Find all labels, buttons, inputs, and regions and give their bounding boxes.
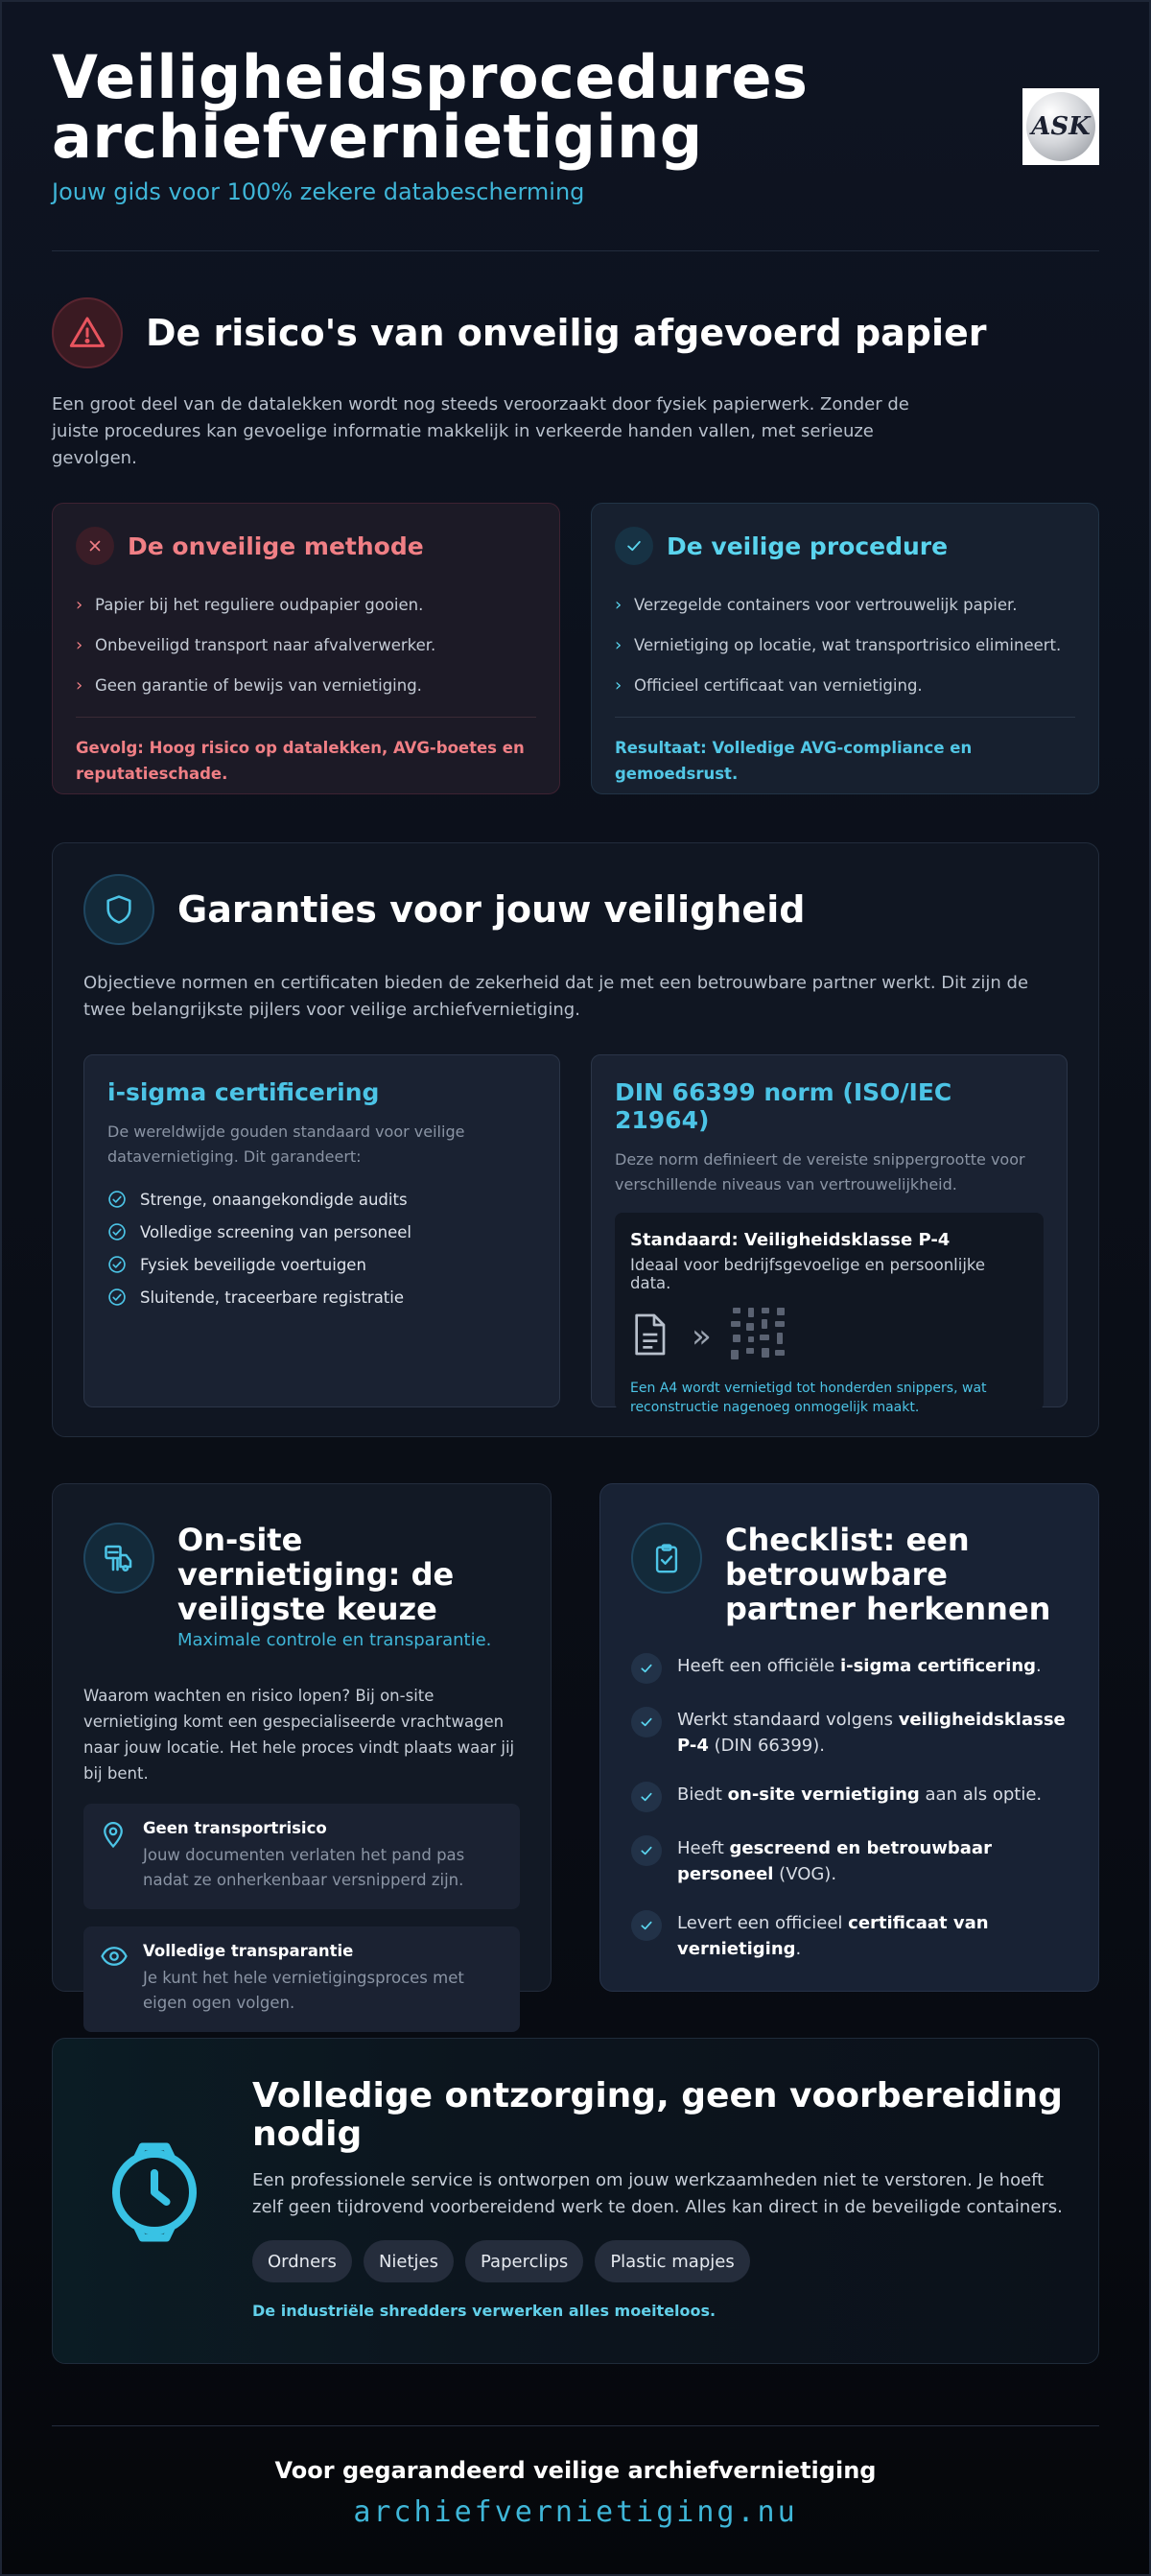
timer-icon (87, 2096, 222, 2288)
clipboard-check-icon (631, 1523, 702, 1594)
check-circle-icon (107, 1222, 127, 1241)
safe-procedure-card (591, 503, 1099, 794)
checklist-panel (599, 1483, 1099, 1992)
shield-icon (83, 874, 154, 945)
list-item: › Geen garantie of bewijs van vernietiging. (76, 674, 422, 696)
chevron-right-icon: › (615, 634, 622, 655)
chip-ordners: Ordners (252, 2240, 352, 2282)
list-item: › Vernietiging op locatie, wat transportrisico elimineert. (615, 634, 1062, 655)
warning-icon (52, 297, 123, 368)
list-item: Strenge, onaangekondigde audits (107, 1183, 536, 1216)
list-item: › Onbeveiligd transport naar afvalverwerker. (76, 634, 436, 655)
list-item: › Verzegelde containers voor vertrouwelijk papier. (615, 594, 1018, 615)
method-comparison (52, 503, 1099, 794)
feature-title: Volledige transparantie (143, 1942, 354, 1960)
chip-paperclips: Paperclips (465, 2240, 583, 2282)
feature-title: Geen transportrisico (143, 1819, 327, 1837)
checklist-item: Heeft gescreend en betrouwbaar personeel (VOG). (631, 1835, 1068, 1887)
check-icon (631, 1782, 662, 1812)
unsafe-method-card (52, 503, 560, 794)
unsafe-method-list (76, 584, 536, 705)
checklist-items (631, 1653, 1068, 1962)
logo-text: ASK (1031, 112, 1091, 141)
full-service-description: Een professionele service is ontworpen om jouw werkzaamheden niet te verstoren. Je hoeft zelf geen tijdrovend voorbereidend werk te doen. Alles kan direct in de beveiligde containers. (252, 2170, 1063, 2217)
check-circle-icon (107, 1190, 127, 1209)
location-pin-icon (99, 1819, 128, 1894)
checklist-item: Werkt standaard volgens veiligheidsklasse P-4 (DIN 66399). (631, 1707, 1068, 1759)
list-item: › Officieel certificaat van vernietiging. (615, 674, 923, 696)
risk-title: De risico's van onveilig afgevoerd papier (146, 312, 987, 354)
chevron-right-icon: › (76, 634, 83, 655)
full-service-section (52, 2038, 1099, 2364)
feature-full-transparency (83, 1926, 520, 2032)
page-footer (52, 2425, 1099, 2529)
check-icon (631, 1910, 662, 1941)
divider (615, 717, 1075, 718)
isigma-description: De wereldwijde gouden standaard voor veilige datavernietiging. Dit garandeert: (107, 1123, 465, 1166)
cross-icon (76, 527, 114, 565)
footer-website-link[interactable]: archiefvernietiging.nu (353, 2495, 798, 2529)
footer-tagline: Voor gegarandeerd veilige archiefvernietiging (274, 2457, 877, 2484)
feature-description: Jouw documenten verlaten het pand pas nadat ze onherkenbaar versnipperd zijn. (143, 1846, 465, 1889)
chevron-right-icon: › (615, 594, 622, 615)
check-circle-icon (107, 1288, 127, 1307)
checklist-item: Heeft een officiële i-sigma certificering. (631, 1653, 1068, 1684)
eye-icon (99, 1942, 128, 2017)
chevron-right-icon: › (76, 594, 83, 615)
full-service-note: De industriële shredders verwerken alles moeiteloos. (252, 2302, 716, 2320)
feature-no-transport-risk (83, 1804, 520, 1909)
shredder-truck-icon (83, 1523, 154, 1594)
page-header (52, 2, 1099, 251)
guarantees-intro: Objectieve normen en certificaten bieden de zekerheid dat je met een betrouwbare partner werkt. Dit zijn de twee belangrijkste pijlers voor veilige archiefvernietiging. (83, 973, 1029, 1020)
p4-standard-title: Standaard: Veiligheidsklasse P-4 (630, 1230, 951, 1250)
onsite-panel (52, 1483, 552, 2012)
risk-intro: Een groot deel van de datalekken wordt nog steeds veroorzaakt door fysiek papierwerk. Zonder de juiste procedures kan gevoelige informatie makkelijk in verkeerde handen vallen, met serieuze gevolgen. (52, 394, 909, 468)
checkmark-icon (615, 527, 653, 565)
isigma-card (83, 1054, 560, 1407)
p4-standard-description: Ideaal voor bedrijfsgevoelige en persoonlijke data. (630, 1256, 986, 1292)
double-chevron-icon: » (692, 1317, 712, 1356)
logo-emblem (1026, 92, 1095, 161)
din-norm-description: Deze norm definieert de vereiste snippergrootte voor verschillende niveaus van vertrouwelijkheid. (615, 1150, 1025, 1193)
chevron-right-icon: › (76, 674, 83, 696)
p4-standard-note: Een A4 wordt vernietigd tot honderden snippers, wat reconstructie nagenoeg onmogelijk maakt. (630, 1381, 987, 1415)
guarantees-title: Garanties voor jouw veiligheid (177, 888, 806, 931)
company-logo (1022, 88, 1099, 165)
din-norm-title: DIN 66399 norm (ISO/IEC 21964) (615, 1078, 952, 1134)
safe-procedure-list (615, 584, 1075, 705)
onsite-description: Waarom wachten en risico lopen? Bij on-site vernietiging komt een gespecialiseerde vrachtwagen naar jouw locatie. Het hele proces vindt plaats waar jij bij bent. (83, 1687, 515, 1783)
unsafe-method-result: Gevolg: Hoog risico op datalekken, AVG-boetes en reputatieschade. (76, 739, 525, 783)
onsite-title: On-site vernietiging: de veiligste keuze (177, 1522, 455, 1627)
isigma-guarantee-list (107, 1183, 536, 1313)
risk-section (52, 251, 1099, 794)
shredding-illustration (630, 1308, 1028, 1365)
check-icon (631, 1653, 662, 1684)
check-icon (631, 1707, 662, 1737)
chip-nietjes: Nietjes (364, 2240, 454, 2282)
safe-procedure-result: Resultaat: Volledige AVG-compliance en gemoedsrust. (615, 739, 973, 783)
page-subtitle: Jouw gids voor 100% zekere databescherming (52, 178, 585, 205)
unsafe-method-title: De onveilige methode (128, 532, 424, 560)
guarantees-heading (83, 874, 1068, 945)
divider (76, 717, 536, 718)
checklist-item: Levert een officieel certificaat van vernietiging. (631, 1910, 1068, 1962)
list-item: Volledige screening van personeel (107, 1216, 536, 1248)
checklist-item: Biedt on-site vernietiging aan als optie. (631, 1782, 1068, 1812)
isigma-title: i-sigma certificering (107, 1078, 380, 1106)
shreds-icon (729, 1306, 790, 1367)
accepted-items (252, 2240, 1064, 2282)
feature-description: Je kunt het hele vernietigingsproces met eigen ogen volgen. (143, 1969, 464, 2012)
check-icon (631, 1835, 662, 1866)
safe-procedure-title: De veilige procedure (667, 532, 949, 560)
page-title: Veiligheidsprocedures archiefvernietiging (52, 42, 809, 172)
list-item: › Papier bij het reguliere oudpapier gooien. (76, 594, 424, 615)
list-item: Fysiek beveiligde voertuigen (107, 1248, 536, 1281)
full-service-title: Volledige ontzorging, geen voorbereiding nodig (252, 2076, 1063, 2154)
checklist-title: Checklist: een betrouwbare partner herkennen (725, 1522, 1051, 1627)
risk-heading (52, 297, 1099, 368)
din-norm-card (591, 1054, 1068, 1415)
chip-plastic-mapjes: Plastic mapjes (595, 2240, 749, 2282)
check-circle-icon (107, 1255, 127, 1274)
onsite-subtitle: Maximale controle en transparantie. (177, 1630, 492, 1650)
chevron-right-icon: › (615, 674, 622, 696)
document-icon (630, 1312, 669, 1361)
p4-standard-box (615, 1213, 1044, 1415)
guarantees-section (52, 842, 1099, 1437)
list-item: Sluitende, traceerbare registratie (107, 1281, 536, 1313)
